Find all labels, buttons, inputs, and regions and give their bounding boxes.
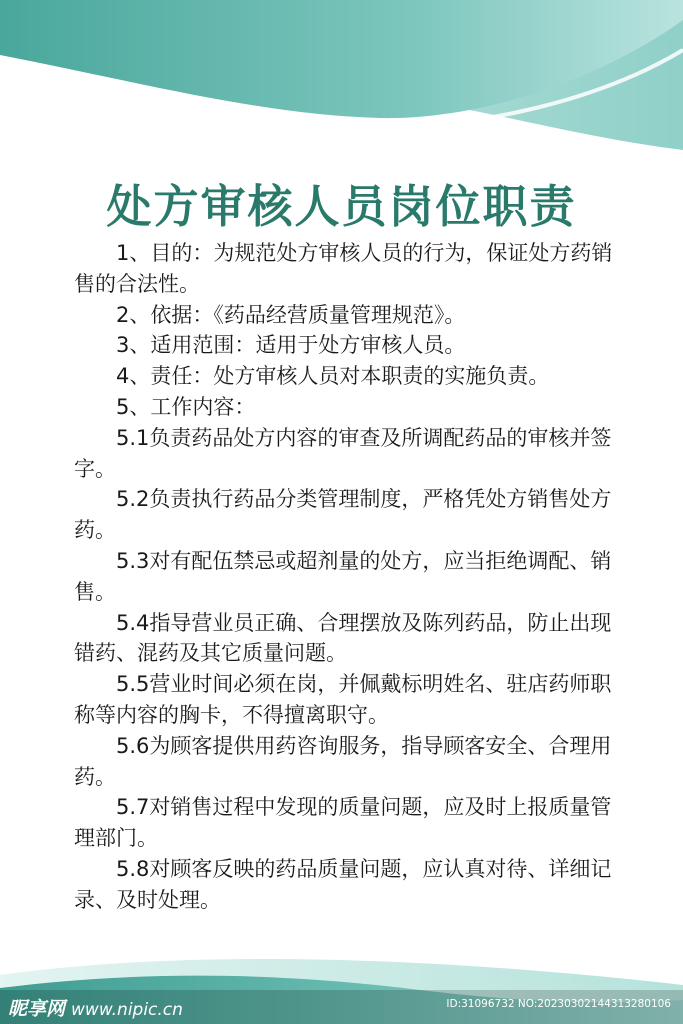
paragraph-responsibility: 4、责任：处方审核人员对本职责的实施负责。 <box>116 364 550 389</box>
paragraph-item-5-2: 5.2负责执行药品分类管理制度，严格凭处方销售处方药。 <box>74 487 612 543</box>
paragraph-item-5-7: 5.7对销售过程中发现的质量问题，应及时上报质量管理部门。 <box>74 795 612 851</box>
paragraph-basis: 2、依据：《药品经营质量管理规范》。 <box>116 302 466 327</box>
paragraph-item-5-1: 5.1负责药品处方内容的审查及所调配药品的审核并签字。 <box>74 425 612 481</box>
watermark-logo <box>8 994 183 1021</box>
paragraph-item-5-5: 5.5营业时间必须在岗，并佩戴标明姓名、驻店药师职称等内容的胸卡，不得擅离职守。 <box>74 672 612 727</box>
page-title: 处方审核人员岗位职责 <box>106 180 577 233</box>
paragraph-item-5-4: 5.4指导营业员正确、合理摆放及陈列药品，防止出现错药、混药及其它质量问题。 <box>74 610 612 666</box>
paragraph-item-5-3: 5.3对有配伍禁忌或超剂量的处方，应当拒绝调配、销售。 <box>74 548 612 604</box>
paragraph-item-5-8: 5.8对顾客反映的药品质量问题，应认真对待、详细记录、及时处理。 <box>74 856 612 912</box>
watermark-logo-text: 昵享网 <box>8 998 66 1020</box>
duty-content <box>74 238 614 916</box>
paragraph-scope: 3、适用范围：适用于处方审核人员。 <box>116 333 466 358</box>
paragraph-work-content: 5、工作内容： <box>116 394 256 419</box>
watermark-id: ID:31096732 NO:20230302144313280106 <box>446 998 671 1010</box>
paragraph-item-5-6: 5.6为顾客提供用药咨询服务，指导顾客安全、合理用药。 <box>74 733 612 789</box>
watermark-site: www.nipic.cn <box>71 1000 183 1020</box>
paragraph-purpose: 1、目的：为规范处方审核人员的行为，保证处方药销售的合法性。 <box>74 241 613 296</box>
